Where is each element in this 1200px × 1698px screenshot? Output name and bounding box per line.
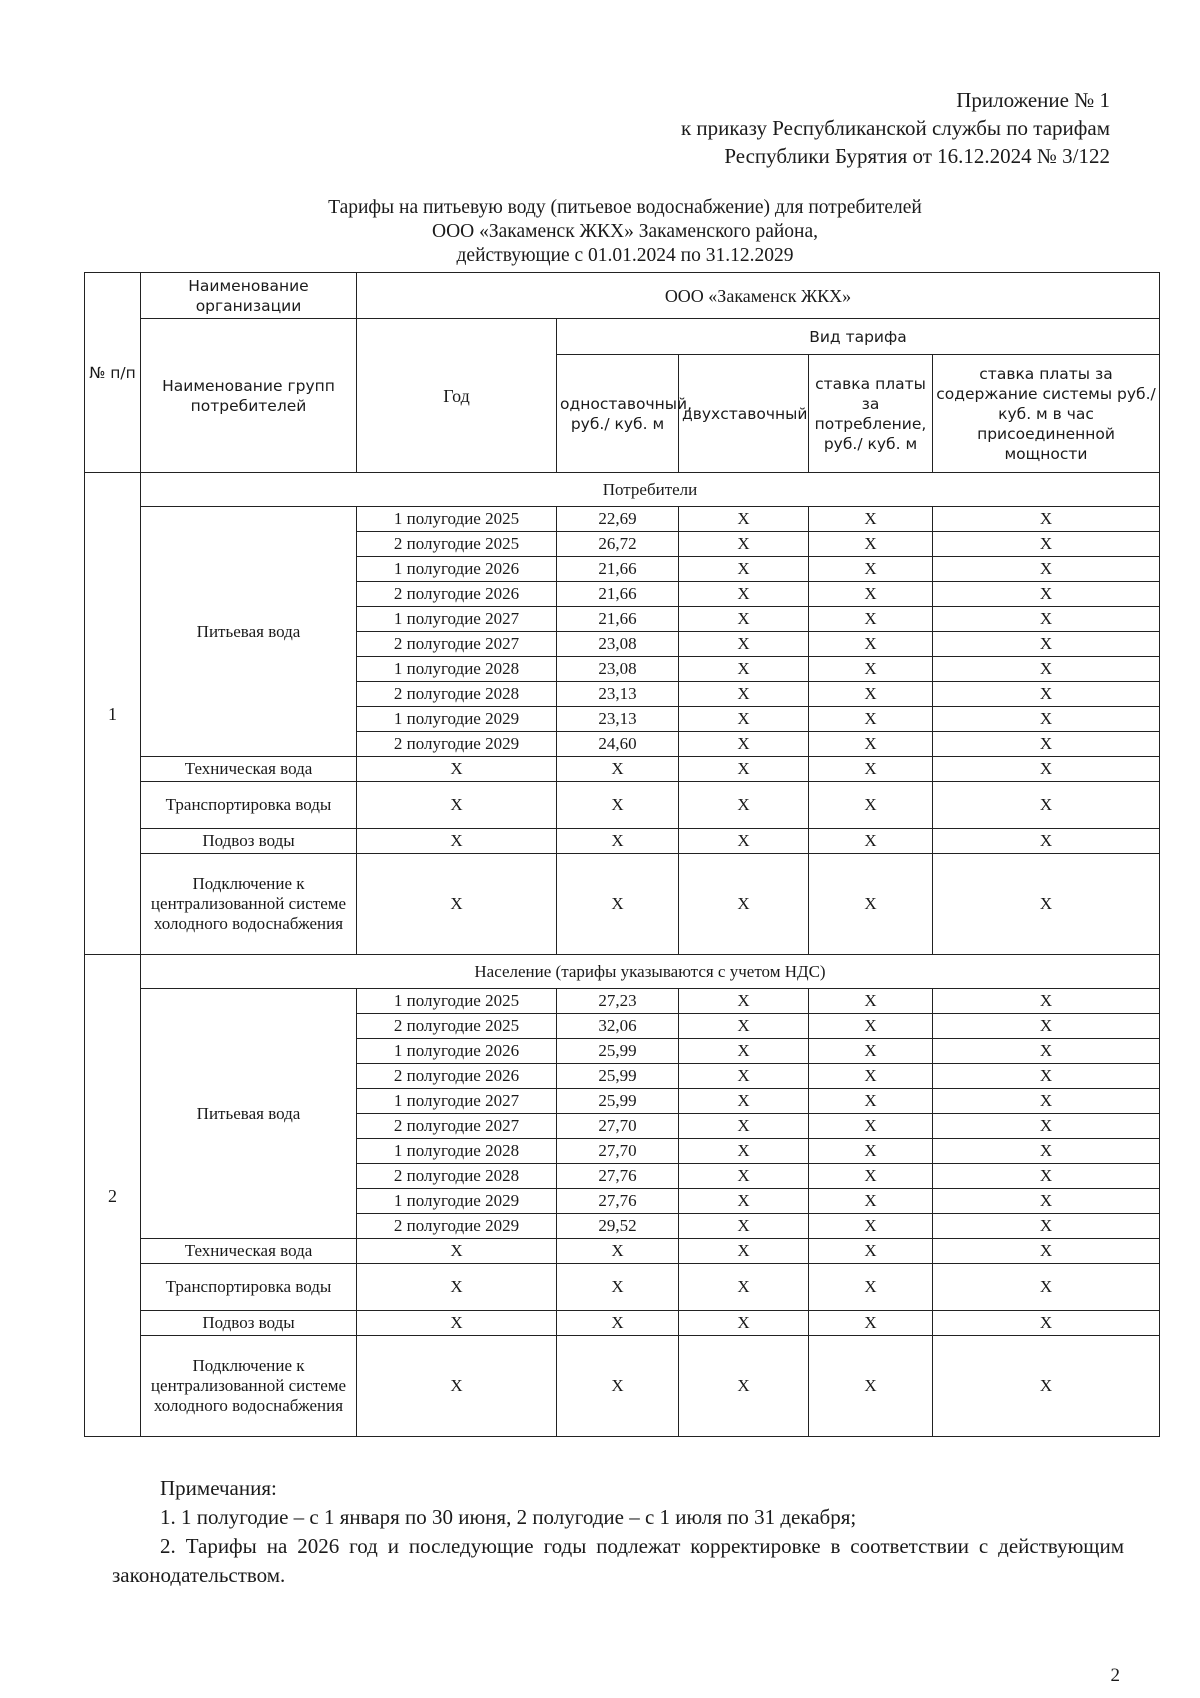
double-rate-cell: X	[679, 1264, 809, 1311]
period-cell: 1 полугодие 2027	[357, 607, 557, 632]
notes	[112, 1474, 1124, 1590]
table-row	[85, 989, 1160, 1014]
year-cell: X	[357, 1239, 557, 1264]
service-row	[85, 782, 1160, 829]
period-cell: 2 полугодие 2029	[357, 732, 557, 757]
year-cell: X	[357, 782, 557, 829]
section-row	[85, 955, 1160, 989]
single-rate-cell: 29,52	[557, 1214, 679, 1239]
double-rate-cell: X	[679, 1239, 809, 1264]
double-rate-cell: X	[679, 732, 809, 757]
service-row	[85, 1239, 1160, 1264]
header-organization: Наименование организации	[141, 273, 357, 319]
tariff-table	[84, 272, 1160, 1437]
maintenance-rate-cell: X	[933, 1014, 1160, 1039]
maintenance-rate-cell: X	[933, 1189, 1160, 1214]
double-rate-cell: X	[679, 682, 809, 707]
single-rate-cell: 24,60	[557, 732, 679, 757]
single-rate-cell: X	[557, 782, 679, 829]
consumption-rate-cell: X	[809, 507, 933, 532]
note-item: 1. 1 полугодие – с 1 января по 30 июня, 2 полугодие – с 1 июля по 31 декабря;	[160, 1505, 857, 1529]
section-number: 1	[85, 473, 141, 955]
maintenance-rate-cell: X	[933, 1311, 1160, 1336]
consumption-rate-cell: X	[809, 582, 933, 607]
service-name-cell: Техническая вода	[141, 757, 357, 782]
single-rate-cell: X	[557, 1311, 679, 1336]
consumption-rate-cell: X	[809, 557, 933, 582]
double-rate-cell: X	[679, 1114, 809, 1139]
maintenance-rate-cell: X	[933, 1114, 1160, 1139]
double-rate-cell: X	[679, 854, 809, 955]
maintenance-rate-cell: X	[933, 1164, 1160, 1189]
maintenance-rate-cell: X	[933, 1239, 1160, 1264]
consumption-rate-cell: X	[809, 782, 933, 829]
document-title	[0, 196, 1200, 268]
service-row	[85, 829, 1160, 854]
consumption-rate-cell: X	[809, 1311, 933, 1336]
single-rate-cell: 21,66	[557, 582, 679, 607]
period-cell: 1 полугодие 2027	[357, 1089, 557, 1114]
year-cell: X	[357, 1264, 557, 1311]
consumption-rate-cell: X	[809, 1214, 933, 1239]
double-rate-cell: X	[679, 989, 809, 1014]
section-number: 2	[85, 955, 141, 1437]
consumption-rate-cell: X	[809, 1189, 933, 1214]
service-row	[85, 1311, 1160, 1336]
drinking-water-label: Питьевая вода	[141, 989, 357, 1239]
title-line-3: действующие с 01.01.2024 по 31.12.2029	[456, 245, 794, 266]
maintenance-rate-cell: X	[933, 507, 1160, 532]
period-cell: 1 полугодие 2028	[357, 657, 557, 682]
single-rate-cell: 25,99	[557, 1039, 679, 1064]
double-rate-cell: X	[679, 1336, 809, 1437]
title-line-2: ООО «Закаменск ЖКХ» Закаменского района,	[431, 221, 819, 242]
period-cell: 1 полугодие 2029	[357, 707, 557, 732]
consumption-rate-cell: X	[809, 682, 933, 707]
double-rate-cell: X	[679, 607, 809, 632]
single-rate-cell: 21,66	[557, 607, 679, 632]
single-rate-cell: 32,06	[557, 1014, 679, 1039]
double-rate-cell: X	[679, 632, 809, 657]
single-rate-cell: 25,99	[557, 1064, 679, 1089]
service-name-cell: Техническая вода	[141, 1239, 357, 1264]
single-rate-cell: 23,08	[557, 657, 679, 682]
maintenance-rate-cell: X	[933, 1064, 1160, 1089]
double-rate-cell: X	[679, 1189, 809, 1214]
header-number: № п/п	[85, 273, 141, 473]
consumption-rate-cell: X	[809, 1239, 933, 1264]
period-cell: 1 полугодие 2025	[357, 507, 557, 532]
consumption-rate-cell: X	[809, 1336, 933, 1437]
year-cell: X	[357, 757, 557, 782]
double-rate-cell: X	[679, 1039, 809, 1064]
single-rate-cell: X	[557, 1239, 679, 1264]
consumption-rate-cell: X	[809, 732, 933, 757]
year-cell: X	[357, 829, 557, 854]
header-double-rate: двухставочный	[679, 355, 809, 473]
maintenance-rate-cell: X	[933, 757, 1160, 782]
single-rate-cell: 26,72	[557, 532, 679, 557]
double-rate-cell: X	[679, 1214, 809, 1239]
year-cell: X	[357, 1336, 557, 1437]
period-cell: 1 полугодие 2029	[357, 1189, 557, 1214]
consumption-rate-cell: X	[809, 1139, 933, 1164]
maintenance-rate-cell: X	[933, 1264, 1160, 1311]
double-rate-cell: X	[679, 1089, 809, 1114]
double-rate-cell: X	[679, 1311, 809, 1336]
maintenance-rate-cell: X	[933, 682, 1160, 707]
consumption-rate-cell: X	[809, 829, 933, 854]
year-cell: X	[357, 1311, 557, 1336]
single-rate-cell: 25,99	[557, 1089, 679, 1114]
consumption-rate-cell: X	[809, 1039, 933, 1064]
maintenance-rate-cell: X	[933, 1089, 1160, 1114]
service-name-cell: Подключение к централизованной системе холодного водоснабжения	[141, 854, 357, 955]
consumption-rate-cell: X	[809, 532, 933, 557]
consumption-rate-cell: X	[809, 989, 933, 1014]
maintenance-rate-cell: X	[933, 782, 1160, 829]
consumption-rate-cell: X	[809, 1114, 933, 1139]
maintenance-rate-cell: X	[933, 582, 1160, 607]
header-order-line: к приказу Республиканской службы по тарифам	[680, 116, 1110, 140]
single-rate-cell: 23,13	[557, 682, 679, 707]
consumption-rate-cell: X	[809, 1264, 933, 1311]
consumption-rate-cell: X	[809, 607, 933, 632]
section-label: Население (тарифы указываются с учетом НДС)	[141, 955, 1160, 989]
consumption-rate-cell: X	[809, 1064, 933, 1089]
maintenance-rate-cell: X	[933, 607, 1160, 632]
service-row	[85, 1336, 1160, 1437]
single-rate-cell: 27,70	[557, 1114, 679, 1139]
maintenance-rate-cell: X	[933, 632, 1160, 657]
header-appendix-line: Приложение № 1	[956, 88, 1110, 112]
service-name-cell: Подвоз воды	[141, 829, 357, 854]
period-cell: 2 полугодие 2026	[357, 1064, 557, 1089]
maintenance-rate-cell: X	[933, 1336, 1160, 1437]
consumption-rate-cell: X	[809, 657, 933, 682]
consumption-rate-cell: X	[809, 1089, 933, 1114]
double-rate-cell: X	[679, 532, 809, 557]
maintenance-rate-cell: X	[933, 1214, 1160, 1239]
maintenance-rate-cell: X	[933, 707, 1160, 732]
single-rate-cell: X	[557, 1264, 679, 1311]
header-date-line: Республики Бурятия от 16.12.2024 № 3/122	[724, 144, 1110, 168]
single-rate-cell: X	[557, 829, 679, 854]
organization-name: ООО «Закаменск ЖКХ»	[357, 273, 1160, 319]
page-number: 2	[1110, 1665, 1120, 1686]
header-consumer-groups: Наименование групп потребителей	[141, 319, 357, 473]
section-label: Потребители	[141, 473, 1160, 507]
consumption-rate-cell: X	[809, 757, 933, 782]
single-rate-cell: 23,13	[557, 707, 679, 732]
single-rate-cell: 27,70	[557, 1139, 679, 1164]
consumption-rate-cell: X	[809, 632, 933, 657]
consumption-rate-cell: X	[809, 1014, 933, 1039]
period-cell: 2 полугодие 2026	[357, 582, 557, 607]
period-cell: 1 полугодие 2026	[357, 557, 557, 582]
double-rate-cell: X	[679, 707, 809, 732]
single-rate-cell: 27,76	[557, 1189, 679, 1214]
double-rate-cell: X	[679, 1014, 809, 1039]
service-row	[85, 854, 1160, 955]
single-rate-cell: 27,23	[557, 989, 679, 1014]
double-rate-cell: X	[679, 657, 809, 682]
drinking-water-label: Питьевая вода	[141, 507, 357, 757]
single-rate-cell: 27,76	[557, 1164, 679, 1189]
period-cell: 1 полугодие 2026	[357, 1039, 557, 1064]
maintenance-rate-cell: X	[933, 732, 1160, 757]
title-line-1: Тарифы на питьевую воду (питьевое водоснабжение) для потребителей	[328, 197, 922, 218]
single-rate-cell: 23,08	[557, 632, 679, 657]
maintenance-rate-cell: X	[933, 557, 1160, 582]
maintenance-rate-cell: X	[933, 532, 1160, 557]
period-cell: 1 полугодие 2028	[357, 1139, 557, 1164]
header-single-rate: одноставочный, руб./ куб. м	[557, 355, 679, 473]
consumption-rate-cell: X	[809, 1164, 933, 1189]
double-rate-cell: X	[679, 782, 809, 829]
period-cell: 2 полугодие 2029	[357, 1214, 557, 1239]
service-name-cell: Транспортировка воды	[141, 1264, 357, 1311]
period-cell: 2 полугодие 2025	[357, 1014, 557, 1039]
double-rate-cell: X	[679, 507, 809, 532]
service-name-cell: Подключение к централизованной системе холодного водоснабжения	[141, 1336, 357, 1437]
double-rate-cell: X	[679, 757, 809, 782]
consumption-rate-cell: X	[809, 707, 933, 732]
consumption-rate-cell: X	[809, 854, 933, 955]
notes-title: Примечания:	[160, 1476, 277, 1500]
double-rate-cell: X	[679, 829, 809, 854]
single-rate-cell: 21,66	[557, 557, 679, 582]
double-rate-cell: X	[679, 1139, 809, 1164]
header-maintenance-rate: ставка платы за содержание системы руб./куб. м в час присоединенной мощности	[933, 355, 1160, 473]
period-cell: 2 полугодие 2028	[357, 682, 557, 707]
period-cell: 2 полугодие 2027	[357, 632, 557, 657]
single-rate-cell: 22,69	[557, 507, 679, 532]
header-consumption-rate: ставка платы за потребление, руб./ куб. м	[809, 355, 933, 473]
section-row	[85, 473, 1160, 507]
double-rate-cell: X	[679, 582, 809, 607]
maintenance-rate-cell: X	[933, 1139, 1160, 1164]
maintenance-rate-cell: X	[933, 989, 1160, 1014]
double-rate-cell: X	[679, 557, 809, 582]
document-header	[681, 86, 1110, 170]
maintenance-rate-cell: X	[933, 1039, 1160, 1064]
note-item: 2. Тарифы на 2026 год и последующие годы подлежат корректировке в соответствии с действующим законодательством.	[112, 1534, 1124, 1587]
header-year: Год	[357, 319, 557, 473]
period-cell: 2 полугодие 2027	[357, 1114, 557, 1139]
table-row	[85, 507, 1160, 532]
double-rate-cell: X	[679, 1064, 809, 1089]
single-rate-cell: X	[557, 757, 679, 782]
period-cell: 2 полугодие 2028	[357, 1164, 557, 1189]
single-rate-cell: X	[557, 1336, 679, 1437]
maintenance-rate-cell: X	[933, 657, 1160, 682]
service-name-cell: Подвоз воды	[141, 1311, 357, 1336]
maintenance-rate-cell: X	[933, 854, 1160, 955]
period-cell: 1 полугодие 2025	[357, 989, 557, 1014]
service-row	[85, 757, 1160, 782]
single-rate-cell: X	[557, 854, 679, 955]
service-name-cell: Транспортировка воды	[141, 782, 357, 829]
service-row	[85, 1264, 1160, 1311]
year-cell: X	[357, 854, 557, 955]
maintenance-rate-cell: X	[933, 829, 1160, 854]
double-rate-cell: X	[679, 1164, 809, 1189]
header-tariff-type: Вид тарифа	[557, 319, 1160, 355]
period-cell: 2 полугодие 2025	[357, 532, 557, 557]
